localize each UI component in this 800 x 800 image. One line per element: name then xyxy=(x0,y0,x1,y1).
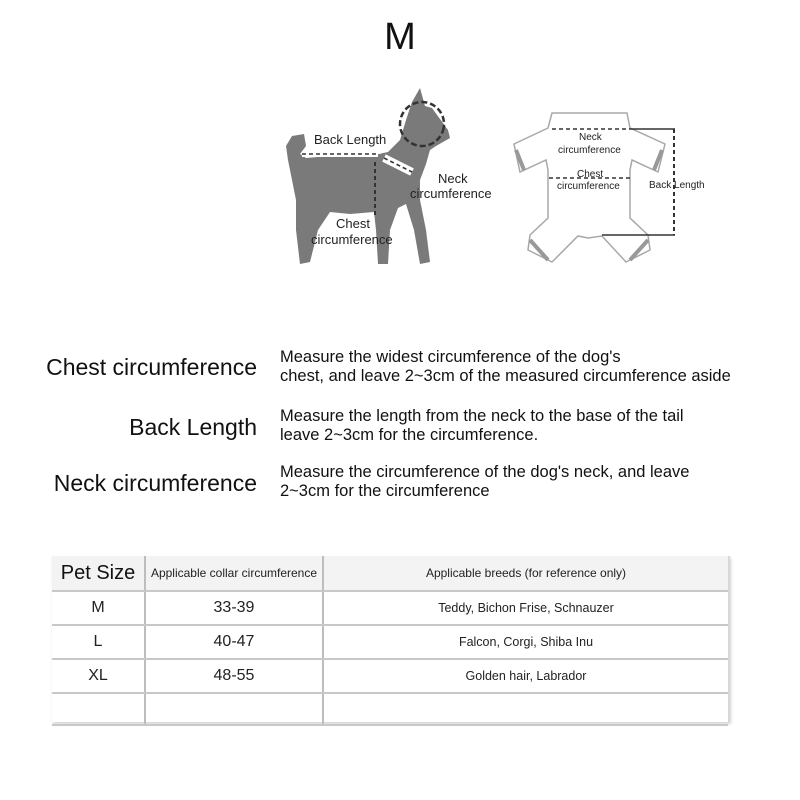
dog-neck-label-1: Neck xyxy=(438,171,468,186)
dog-back-length-label: Back Length xyxy=(314,132,387,147)
definition-desc-line: Measure the length from the neck to the base of the tail xyxy=(280,407,684,425)
suit-chest-label-2: circumference xyxy=(557,181,620,192)
size-table xyxy=(52,556,730,722)
definition-term-chest: Chest circumference xyxy=(46,354,257,380)
size-title: M xyxy=(384,16,416,58)
suit-measurement-diagram xyxy=(500,100,730,275)
suit-neck-label-1: Neck xyxy=(579,132,602,143)
table-row xyxy=(52,591,728,625)
definition-desc-line: Measure the widest circumference of the dog's xyxy=(280,348,621,366)
table-row-empty xyxy=(52,693,728,725)
definition-desc-line: 2~3cm for the circumference xyxy=(280,482,490,500)
definition-desc-neck xyxy=(280,463,689,501)
cell-size: XL xyxy=(52,659,145,693)
definition-desc-chest xyxy=(280,348,731,386)
definition-desc-back-length xyxy=(280,407,684,445)
cell-collar xyxy=(145,693,323,725)
cell-breeds: Teddy, Bichon Frise, Schnauzer xyxy=(323,591,728,625)
table-row xyxy=(52,625,728,659)
cell-breeds: Golden hair, Labrador xyxy=(323,659,728,693)
cell-breeds xyxy=(323,693,728,725)
header-collar-circumference: Applicable collar circumference xyxy=(145,556,323,591)
cell-breeds: Falcon, Corgi, Shiba Inu xyxy=(323,625,728,659)
dog-measurement-diagram xyxy=(270,80,492,280)
cell-size: M xyxy=(52,591,145,625)
header-pet-size: Pet Size xyxy=(52,556,145,591)
suit-back-length-label: Back Length xyxy=(649,180,705,191)
cell-size: L xyxy=(52,625,145,659)
definition-term-neck: Neck circumference xyxy=(53,470,257,496)
cell-collar: 48-55 xyxy=(145,659,323,693)
table-row xyxy=(52,659,728,693)
suit-neck-label-2: circumference xyxy=(558,145,621,156)
cell-collar: 33-39 xyxy=(145,591,323,625)
cell-size xyxy=(52,693,145,725)
dog-chest-label-2: circumference xyxy=(311,232,393,247)
dog-neck-label-2: circumference xyxy=(410,186,492,201)
header-applicable-breeds: Applicable breeds (for reference only) xyxy=(323,556,728,591)
definition-desc-line: Measure the circumference of the dog's neck, and leave xyxy=(280,463,690,481)
cell-collar: 40-47 xyxy=(145,625,323,659)
dog-chest-label-1: Chest xyxy=(336,216,370,231)
definition-term-back-length: Back Length xyxy=(129,414,257,440)
definition-desc-line: leave 2~3cm for the circumference. xyxy=(280,426,539,444)
table-header-row xyxy=(52,556,728,591)
definition-desc-line: chest, and leave 2~3cm of the measured circumference aside xyxy=(280,367,731,385)
suit-chest-label-1: Chest xyxy=(577,169,604,180)
